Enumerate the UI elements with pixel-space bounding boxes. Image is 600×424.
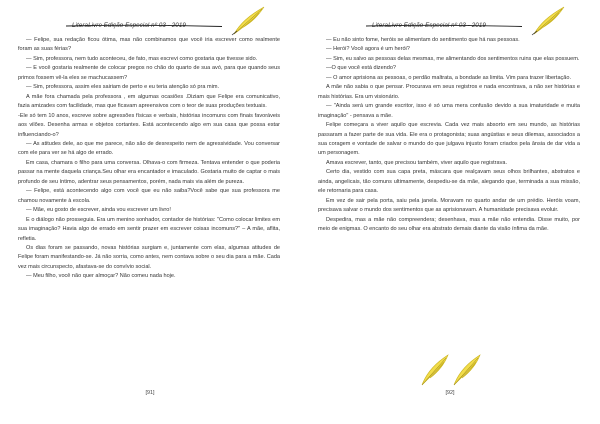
paragraph: — Meu filho, você não quer almoçar? Não comeu nada hoje. <box>26 273 176 280</box>
quill-icon <box>528 4 568 38</box>
paragraph: — As atitudes dele, ao que me parece, não são de desrespeito nem de agressividade. Vou conversar com ele para ver se há algo de errado. <box>18 140 280 157</box>
header-title: LiteraLivre Edição Especial nº 03 - 2019 <box>372 22 486 29</box>
paragraph: Em vez de sair pela porta, saiu pela janela. Moravam no quarto andar de um prédio. Heróis voam, precisava salvar o mundo dos sentimentos que as aprisionavam. A humanidade precisava evoluir. <box>318 197 580 214</box>
right-body-text <box>318 36 580 235</box>
quill-icon <box>228 4 268 38</box>
paragraph: Em casa, chamara o filho para uma conversa. Olhava-o com firmeza. Tentava entender o que poderia passar na mente daquela criança.Seu olhar era encantador e imaculado. Gostaria muito de captar o mais profundo de seu íntimo, adentrar seus pensamentos, porém, nada mais via além de pureza. <box>18 159 280 185</box>
quill-icon <box>450 352 484 388</box>
paragraph: — "Ainda será um grande escritor, isso é só uma mera confusão devido a sua imaturidade e muita imaginação" - pensava a mãe. <box>318 103 580 119</box>
right-page <box>300 0 600 424</box>
paragraph: — Eu não sinto fome, heróis se alimentam do sentimento que há nas pessoas. <box>326 37 520 43</box>
paragraph: — O amor aprisiona as pessoas, o perdão maltrata, a bondade as limita. Vim para trazer libertação. <box>326 74 572 81</box>
header-rule <box>364 24 524 28</box>
paragraph: — Herói? Você agora é um herói? <box>326 46 410 53</box>
paragraph: A mãe não sabia o que pensar. Procurava em seus registros e nada encontrava, a não ser histórias e mais histórias. Era um visionário. <box>318 84 580 100</box>
paragraph: —O que você está dizendo? <box>326 65 396 72</box>
paragraph: E o diálogo não prosseguia. Era um menino sonhador, contador de histórias: "Como colocar limites em sua imaginação? Havia algo de errado em sentir prazer em escrever coisas incomuns?" – A mãe, aflita, refletia. <box>18 216 280 242</box>
page-number: [91] <box>145 390 155 396</box>
paragraph: — E você gostaria realmente de colocar pregos no chão do quarto de sua avó, para que quando seus primos fossem vê-la eles se machucassem? <box>18 65 280 81</box>
paragraph: — Sim, professora, assim eles sairiam de perto e eu teria atenção só pra mim. <box>26 84 219 91</box>
paragraph: — Felipe, está acontecendo algo com você que eu não saiba?Você sabe que sua professora me chamou novamente à escola. <box>18 188 280 204</box>
paragraph: — Sim, eu salvo as pessoas delas mesmas, me alimentando dos sentimentos ruins que elas possuem. <box>326 55 580 62</box>
left-body-text <box>18 36 280 282</box>
paragraph: -Ele só tem 10 anos, escreve sobre agressões físicas e verbais, histórias incomuns com finais favoráveis aos vilões. Desenha armas e objetos cortantes. Está acontecendo algo em sua casa que possa estar influenciando-o? <box>18 112 280 138</box>
paragraph: — Sim, professora, nem tudo aconteceu, de fato, mas escrevi como gostaria que tivesse sido. <box>26 55 258 62</box>
paragraph: Certo dia, vestido com sua capa preta, máscara que realçavam seus olhos brilhantes, abstratos e ainda, angelicais, tão comuns ultimamente, despediu-se da mãe, alegando que, terminada a sua missão, ele retornaria para casa. <box>318 169 580 195</box>
paragraph: Despedira, mas a mãe não compreendera; desenhava, mas a mãe não entendia. Disse muito, por meio de enigmas. O encanto do seu olhar era abstrato demais diante da visão ínfima da mãe. <box>318 216 580 233</box>
paragraph: Amava escrever, tanto, que precisou também, viver aquilo que registrava. <box>326 159 507 166</box>
quill-icon <box>418 352 452 388</box>
paragraph: — Mãe, eu gosto de escrever, ainda vou escrever um livro! <box>26 207 171 214</box>
paragraph: A mãe fora chamada pela professora , em algumas ocasiões .Diziam que Felipe era comunicativo, fazia amizades com facilidade, mas que ficavam apreensivos com o teor de suas produções textuais. <box>18 93 280 110</box>
paragraph: Os dias foram se passando, novas histórias surgiam e, juntamente com elas, algumas atitudes de Felipe foram manifestando-se. Já não sorria, como antes, nem contava sobre o seu dia para a mãe. Cada vez mais circunspecto, afastava-se do convívio social. <box>18 244 280 270</box>
page-number: [92] <box>445 390 455 396</box>
header-title: LiteraLivre Edição Especial nº 03 - 2019 <box>72 22 186 29</box>
header-rule <box>64 24 224 28</box>
paragraph: — Felipe, sua redação ficou ótima, mas não combinamos que você iria escrever como realmente foram as suas férias? <box>18 37 280 53</box>
paragraph: Felipe começara a viver aquilo que escrevia. Cada vez mais absorto em seu mundo, as histórias passaram a fazer parte de sua vida. Ele era o protagonista; suas angústias e seus dilemas, associados a sua coragem e vontade de salvar o mundo do que julgava injusto foram criados pela ânsia de dar vida a um personagem. <box>318 122 580 157</box>
